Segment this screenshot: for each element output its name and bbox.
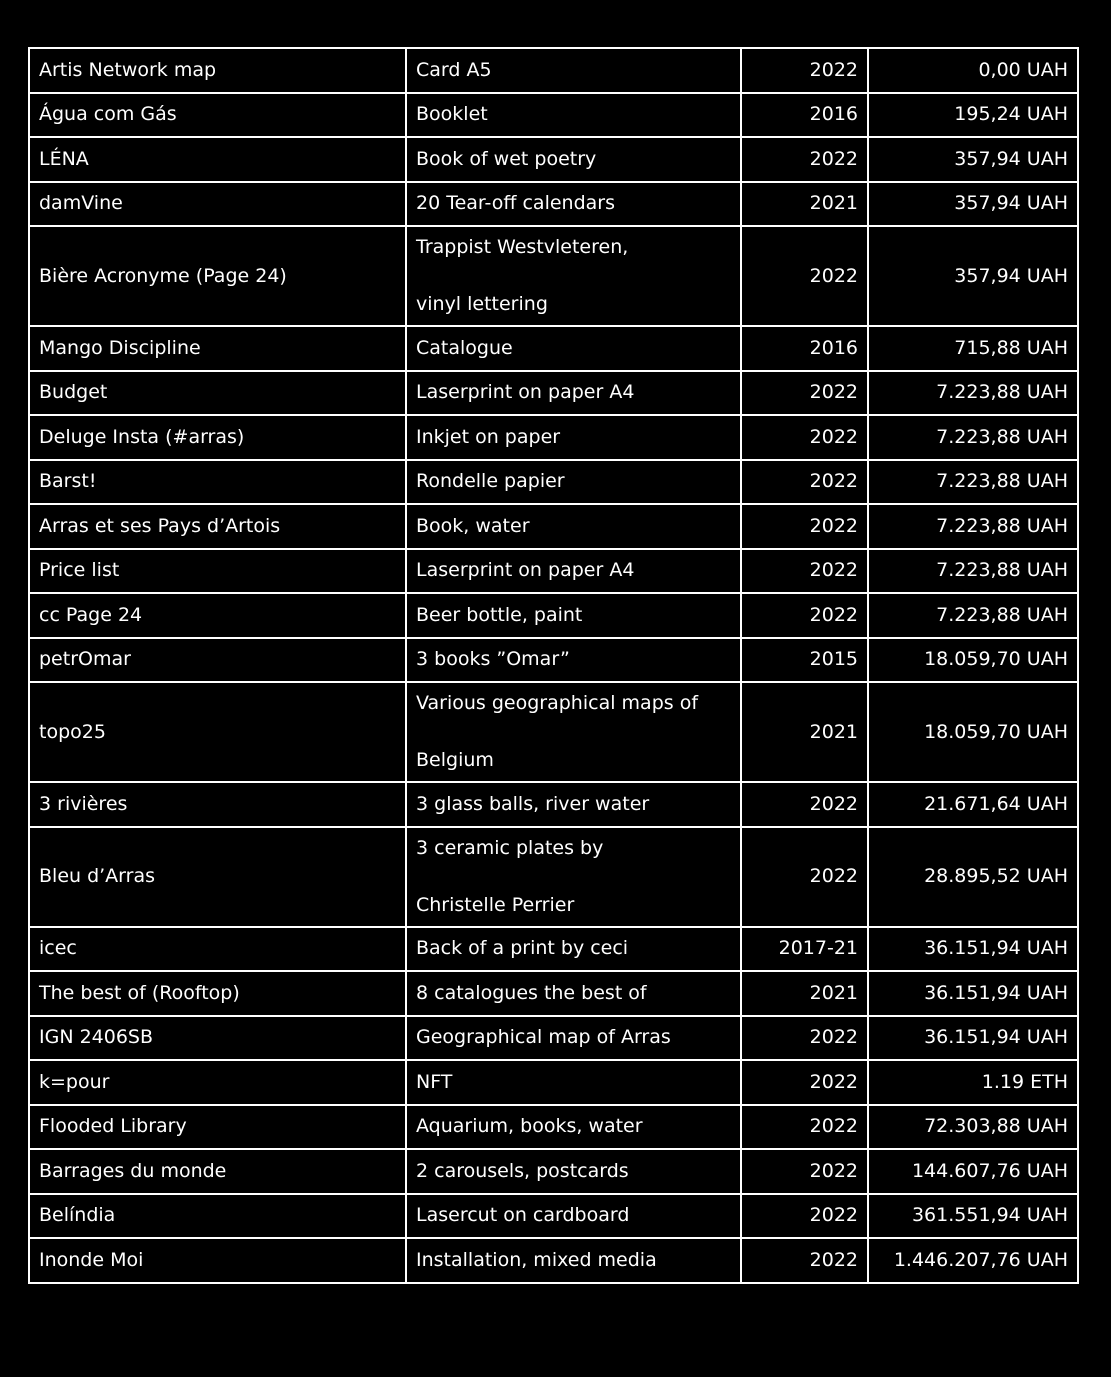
medium-line: Booklet [416,103,488,126]
artwork-price-cell: 195,24 UAH [868,93,1078,138]
artwork-price-cell: 18.059,70 UAH [868,638,1078,683]
artwork-year-cell: 2022 [741,137,868,182]
medium-line: Back of a print by ceci [416,937,629,960]
artwork-medium-cell [406,1238,741,1283]
artwork-price-cell: 7.223,88 UAH [868,460,1078,505]
artwork-title-cell: Arras et ses Pays d’Artois [29,504,406,549]
artwork-title-cell: Barrages du monde [29,1149,406,1194]
artwork-price-cell: 18.059,70 UAH [868,682,1078,782]
table-row [29,415,1078,460]
artwork-title-cell: icec [29,927,406,972]
table-row [29,48,1078,93]
table-row [29,226,1078,326]
medium-line: Various geographical maps of [416,692,699,715]
artwork-year-cell: 2022 [741,1149,868,1194]
artwork-year-cell: 2022 [741,549,868,594]
table-row [29,371,1078,416]
table-row [29,326,1078,371]
artwork-title-cell: Deluge Insta (#arras) [29,415,406,460]
artwork-medium-cell [406,48,741,93]
artwork-medium-cell [406,1194,741,1239]
artwork-medium-cell [406,927,741,972]
artwork-medium-cell [406,971,741,1016]
table-row [29,638,1078,683]
medium-line: Installation, mixed media [416,1248,657,1271]
table-row [29,549,1078,594]
artwork-title-cell: Budget [29,371,406,416]
artwork-title-cell: Flooded Library [29,1105,406,1150]
medium-line: 2 carousels, postcards [416,1159,629,1182]
artwork-medium-cell [406,1105,741,1150]
artwork-price-cell: 36.151,94 UAH [868,927,1078,972]
artwork-year-cell: 2022 [741,1194,868,1239]
artwork-title-cell: 3 rivières [29,782,406,827]
price-list-body [29,48,1078,1283]
artwork-medium-cell [406,371,741,416]
medium-line: Aquarium, books, water [416,1115,643,1138]
medium-line: vinyl lettering [416,293,548,315]
artwork-year-cell: 2022 [741,504,868,549]
artwork-year-cell: 2022 [741,827,868,927]
artwork-medium-cell [406,1016,741,1061]
medium-line: Geographical map of Arras [416,1026,671,1049]
artwork-title-cell: Mango Discipline [29,326,406,371]
medium-line: Rondelle papier [416,470,565,493]
artwork-year-cell: 2022 [741,460,868,505]
artwork-title-cell: Barst! [29,460,406,505]
artwork-title-cell: Inonde Moi [29,1238,406,1283]
medium-line: 8 catalogues the best of [416,981,647,1004]
artwork-price-cell: 36.151,94 UAH [868,1016,1078,1061]
artwork-medium-cell [406,827,741,927]
table-row [29,182,1078,227]
artwork-title-cell: The best of (Rooftop) [29,971,406,1016]
artwork-year-cell: 2022 [741,226,868,326]
artwork-price-cell: 357,94 UAH [868,226,1078,326]
artwork-title-cell: Água com Gás [29,93,406,138]
artwork-medium-cell [406,638,741,683]
artwork-price-cell: 1.19 ETH [868,1060,1078,1105]
table-row [29,782,1078,827]
artwork-medium-cell [406,182,741,227]
table-row [29,460,1078,505]
artwork-year-cell: 2015 [741,638,868,683]
artwork-year-cell: 2022 [741,1060,868,1105]
artwork-title-cell: Bière Acronyme (Page 24) [29,226,406,326]
table-row [29,1238,1078,1283]
medium-line: Beer bottle, paint [416,603,583,626]
medium-line: Christelle Perrier [416,893,575,916]
artwork-price-cell: 7.223,88 UAH [868,593,1078,638]
artwork-medium-cell [406,460,741,505]
artwork-price-cell: 36.151,94 UAH [868,971,1078,1016]
artwork-medium-cell [406,415,741,460]
artwork-title-cell: IGN 2406SB [29,1016,406,1061]
artwork-price-cell: 357,94 UAH [868,182,1078,227]
medium-line: Card A5 [416,58,492,81]
table-row [29,682,1078,782]
table-row [29,1016,1078,1061]
medium-line: Book, water [416,514,530,537]
artwork-medium-cell [406,137,741,182]
artwork-year-cell: 2022 [741,1016,868,1061]
artwork-price-cell: 7.223,88 UAH [868,371,1078,416]
artwork-price-cell: 7.223,88 UAH [868,504,1078,549]
artwork-year-cell: 2022 [741,415,868,460]
artwork-title-cell: damVine [29,182,406,227]
artwork-medium-cell [406,549,741,594]
artwork-medium-cell [406,504,741,549]
artwork-year-cell: 2021 [741,182,868,227]
table-row [29,593,1078,638]
table-row [29,1105,1078,1150]
artwork-price-cell: 28.895,52 UAH [868,827,1078,927]
artwork-medium-cell [406,682,741,782]
artwork-medium-cell [406,93,741,138]
medium-line: Belgium [416,749,494,771]
artwork-title-cell: Belíndia [29,1194,406,1239]
artwork-year-cell: 2021 [741,682,868,782]
artwork-price-cell: 0,00 UAH [868,48,1078,93]
artwork-year-cell: 2017-21 [741,927,868,972]
artwork-year-cell: 2022 [741,1238,868,1283]
artwork-year-cell: 2016 [741,326,868,371]
artwork-price-cell: 357,94 UAH [868,137,1078,182]
artwork-year-cell: 2022 [741,48,868,93]
artwork-price-cell: 72.303,88 UAH [868,1105,1078,1150]
medium-line: NFT [416,1070,453,1093]
table-row [29,827,1078,927]
artwork-title-cell: topo25 [29,682,406,782]
artwork-price-cell: 21.671,64 UAH [868,782,1078,827]
medium-line: Book of wet poetry [416,147,597,170]
table-row [29,927,1078,972]
artwork-year-cell: 2016 [741,93,868,138]
artwork-medium-cell [406,782,741,827]
artwork-medium-cell [406,1060,741,1105]
artwork-medium-cell [406,226,741,326]
artwork-title-cell: LÉNA [29,137,406,182]
medium-line: 3 books ”Omar” [416,648,570,671]
artwork-price-cell: 715,88 UAH [868,326,1078,371]
table-row [29,971,1078,1016]
table-row [29,137,1078,182]
artwork-price-cell: 7.223,88 UAH [868,415,1078,460]
artwork-year-cell: 2022 [741,1105,868,1150]
table-row [29,1060,1078,1105]
artwork-year-cell: 2022 [741,371,868,416]
table-row [29,1194,1078,1239]
table-row [29,93,1078,138]
medium-line: 3 glass balls, river water [416,792,650,815]
table-row [29,1149,1078,1194]
medium-line: Laserprint on paper A4 [416,559,635,582]
artwork-medium-cell [406,593,741,638]
artwork-medium-cell [406,326,741,371]
artwork-year-cell: 2022 [741,782,868,827]
medium-line: Trappist Westvleteren, [416,236,629,259]
medium-line: Catalogue [416,336,513,359]
artwork-year-cell: 2022 [741,593,868,638]
medium-line: Inkjet on paper [416,425,561,448]
artwork-medium-cell [406,1149,741,1194]
price-list-table [28,47,1079,1284]
table-row [29,504,1078,549]
artwork-title-cell: cc Page 24 [29,593,406,638]
artwork-title-cell: Price list [29,549,406,594]
artwork-price-cell: 7.223,88 UAH [868,549,1078,594]
medium-line: Lasercut on cardboard [416,1204,630,1227]
artwork-price-cell: 144.607,76 UAH [868,1149,1078,1194]
artwork-year-cell: 2021 [741,971,868,1016]
artwork-price-cell: 361.551,94 UAH [868,1194,1078,1239]
medium-line: 20 Tear-off calendars [416,192,615,215]
artwork-price-cell: 1.446.207,76 UAH [868,1238,1078,1283]
artwork-title-cell: Artis Network map [29,48,406,93]
medium-line: 3 ceramic plates by [416,836,604,859]
artwork-title-cell: k=pour [29,1060,406,1105]
artwork-title-cell: petrOmar [29,638,406,683]
medium-line: Laserprint on paper A4 [416,381,635,404]
artwork-title-cell: Bleu d’Arras [29,827,406,927]
